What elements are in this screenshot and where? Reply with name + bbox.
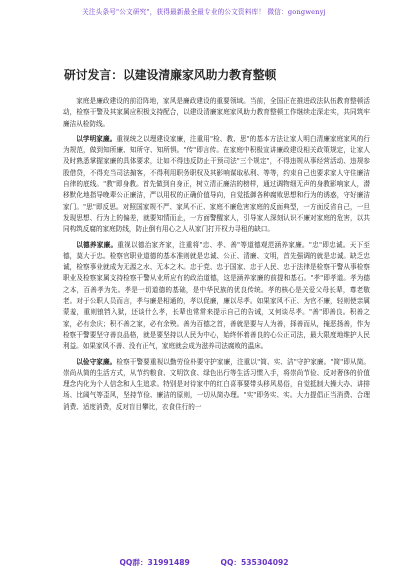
paragraph-intro (63, 96, 370, 130)
paragraph-lead: 以德养家廉。 (76, 240, 118, 249)
paragraph-text: 重视统之以理建设家廉，注重用"检、教、思"的基本方法让家人明白清廉家庭家风的行为规范，做到知所廉、知所守、知所惧。"传"即言传。在家庭中积极宣讲廉政建设相关政策规定，让家人及时熟悉掌握家廉的具体要求，让如不得违反防止干预司法"三个规定"，不得违规从事经营活动、违规参股借贷，不得充当司法掮客，不得利用职务职权及其影响谋取私利、等等，约束自己也要求家人守住廉洁自律的底线。"教"即身教。首先做到自身正，树立清正廉洁的榜样，通过调物细无声的身教影响家人，潜移默化地指导晚辈公正廉洁，严以用权的正确价值导向，自觉抵御各种腐败思想和行为的诱惑，守好廉洁家门。"思"即反思。对照国家规不严、家风不正、家庭不廉危害家庭的反面典型，一方面反省自己，一旦发现思想、行为上的偏差，就要知情而止，一方面警醒家人，引导家人深刻认识不廉对家庭的危害，以共同构筑反腐的家庭防线，防止倒有用心之人从家门打开权力寻租的缺口。 (63, 134, 370, 234)
paragraph-text: 重视以德治家齐家，注重将"忠、孝、善"等道德观范涵养家廉。"忠"即忠诚。天下至德，莫大于忠。检察官职业道德的基本准则就是忠诚、公正、清廉、文明，首先强调的就是忠诚。缺乏忠诚，检察事业就成为无源之水、无本之木。忠于党、忠于国家、忠于人民、忠于法律是检察干警从事检察职业及检察家属支持检察干警从业所应有的政治道德，这是涵养家廉的前提和基石。"孝"即孝道。孝为德之本，百善孝为先。孝是一切道德的基础，是中华民族的优良传统。孝的核心是关爱父母长辈，尊老敬老。对于公职人员而言，孝与廉是相通的，孝以促廉，廉以尽孝。如果家风不正、为官不廉，轻则使亲属蒙羞，重则锒铛入狱，还谈什么孝，长辈也常常来提示自己的告诫，又何谈尽孝。"善"即善良。积善之家，必有余庆；积不善之家，必有余殃。善为百德之首，善就是要与人为善，择善而从，掩恶扬善，作为检察干警要坚守善良品格，就是要坚持以人民为中心，始终怀着善良的心公正司法，最大限度地维护人民利益。如果家风不善、没有正气，家庭就会成为滋养司法腐败的温床。 (63, 240, 370, 351)
paragraph-lead: 以俭守家廉。 (76, 357, 117, 366)
header-banner: 关注头条号"公文研究"，获得最新最全最专业的公文资料库！ 微信：gongwenyj (82, 8, 326, 16)
page-title: 研讨发言：以建设清廉家风助力教育整顿 (64, 68, 277, 82)
footer-contact (0, 557, 408, 568)
document-body (63, 96, 370, 417)
paragraph-learning (63, 134, 370, 236)
paragraph-virtue (63, 240, 370, 353)
qq-number: QQ：535304092 (220, 558, 289, 567)
paragraph-text: 家庭是廉政建设的前沿阵地，家风是廉政建设的重要领域。当前，全国正在推进政法队伍教育整顿活动，检察干警及其家属应积极支持配合，以建设清廉家庭家风助力教育整顿工作继续走深走实，共同筑牢廉洁从检防线。 (63, 97, 370, 128)
paragraph-thrift (63, 357, 370, 413)
paragraph-lead: 以学明家廉。 (76, 134, 117, 143)
paragraph-text: 检察干警要重视以勤劳俭朴要守护家廉，注重以"简、实、洁"守护家廉。"简"即从简。崇尚从简的生活方式，从节约粮食、文明饮食、绿色出行等生活习惯入手，将崇尚节俭、反对奢侈的价值理念内化为个人信念和人生追求。特别是对待家中的红白喜事要带头移风易俗，自觉抵制大操大办、讲排场、比阔气等歪风，坚持节俭、廉洁的原则，一切从简办理。"实"即务实、实。大力提倡正当消费、合理消费、适度消费，反对盲目攀比，衣食住行的一 (63, 357, 370, 411)
qq-group: QQ群：31991489 (119, 558, 190, 567)
